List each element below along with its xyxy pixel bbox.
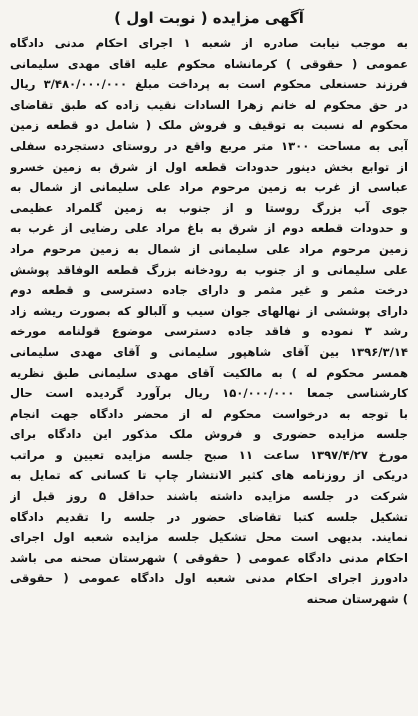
notice-line: با توجه به درخواست محکوم له از محضر دادگاه جهت انجام [10, 406, 408, 421]
notice-line: فرزند حسنعلی محکوم است به پرداخت مبلغ ۳/۴۸۰/۰۰۰/۰۰۰ ریال [10, 77, 408, 92]
notice-body [10, 33, 408, 610]
notice-line: دریکی از روزنامه های کثیر الانتشار چاپ تا کسانی که تمایل به [10, 468, 408, 483]
notice-line: مورخ ۱۳۹۷/۴/۲۷ ساعت ۱۱ صبح جلسه مزایده تعیین و مراتب [10, 447, 408, 462]
notice-line: محکوم له نسبت به توقیف و فروش ملک ( شامل دو قطعه زمین [10, 118, 408, 133]
notice-line: عمومی ( حقوقی ) کرمانشاه محکوم علیه اقای مهدی سلیمانی [10, 56, 408, 71]
notice-line: درخت مثمر و غیر مثمر و دارای جاده دسترسی و قطعه دوم [10, 283, 408, 298]
notice-line: و حدودات قطعه دوم از شرق به باغ مراد علی رضایی از غرب به [10, 221, 408, 236]
notice-line: احکام مدنی دادگاه عمومی ( حقوقی ) شهرستان صحنه می باشد [10, 550, 408, 565]
notice-line: شرکت در جلسه مزایده داشته باشند حداقل ۵ روز قبل از [10, 489, 408, 504]
notice-line: زمین مرحوم مراد علی سلیمانی از شمال به زمین مرحوم مراد [10, 241, 408, 256]
notice-line: ۱۳۹۶/۳/۱۴ بین آقای شاهپور سلیمانی و آقای مهدی سلیمانی [10, 344, 408, 359]
notice-line: علی سلیمانی و از جنوب به رودخانه بزرگ قطعه الوفاقد پوشش [10, 262, 408, 277]
notice-line: آبی به مساحت ۱۳۰۰ متر مربع واقع در روستای دستجرده سفلی [10, 138, 408, 153]
notice-line: نمایند. بدیهی است محل تشکیل جلسه مزایده شعبه اول اجرای [10, 530, 408, 545]
notice-title: آگهی مزایده ( نوبت اول ) [114, 9, 304, 27]
notice-line: جلسه مزایده حضوری و فروش ملک مذکور این دادگاه برای [10, 427, 408, 442]
notice-line: دارای پوششی از نهالهای جوان سیب و آلبالو که بصورت ریشه زاد [10, 303, 408, 318]
notice-line: کارشناسی جمعا ۱۵۰/۰۰۰/۰۰۰ ریال برآورد گردیده است حال [10, 386, 408, 401]
notice-line: تشکیل جلسه کتبا تقاضای حضور در جلسه را تقدیم دادگاه [10, 509, 408, 524]
notice-line: عباسی از غرب به زمین مرحوم مراد علی سلیمانی از شمال به [10, 180, 408, 195]
notice-line: همسر محکوم له ) به مالکیت آقای مهدی سلیمانی طبق نظریه [10, 365, 408, 380]
notice-line: از توابع بخش دینور حدودات قطعه اول از شرق به زمین خسرو [10, 159, 408, 174]
notice-line: جوی آب بزرگ روستا و از جنوب به زمین گلمراد عظیمی [10, 200, 408, 215]
notice-line: دادورز اجرای احکام مدنی شعبه اول دادگاه عمومی ( حقوقی [10, 571, 408, 586]
notice-line: به موجب نیابت صادره از شعبه ۱ اجرای احکام مدنی دادگاه [10, 36, 408, 50]
notice-line: رشد ۳ نموده و فاقد جاده دسترسی موضوع قولنامه مورخه [10, 324, 408, 339]
notice-line: ) شهرستان صحنه [306, 592, 408, 607]
notice-line: در حق محکوم له خانم زهرا السادات نقیب زاده که طبق تقاضای [10, 97, 408, 112]
